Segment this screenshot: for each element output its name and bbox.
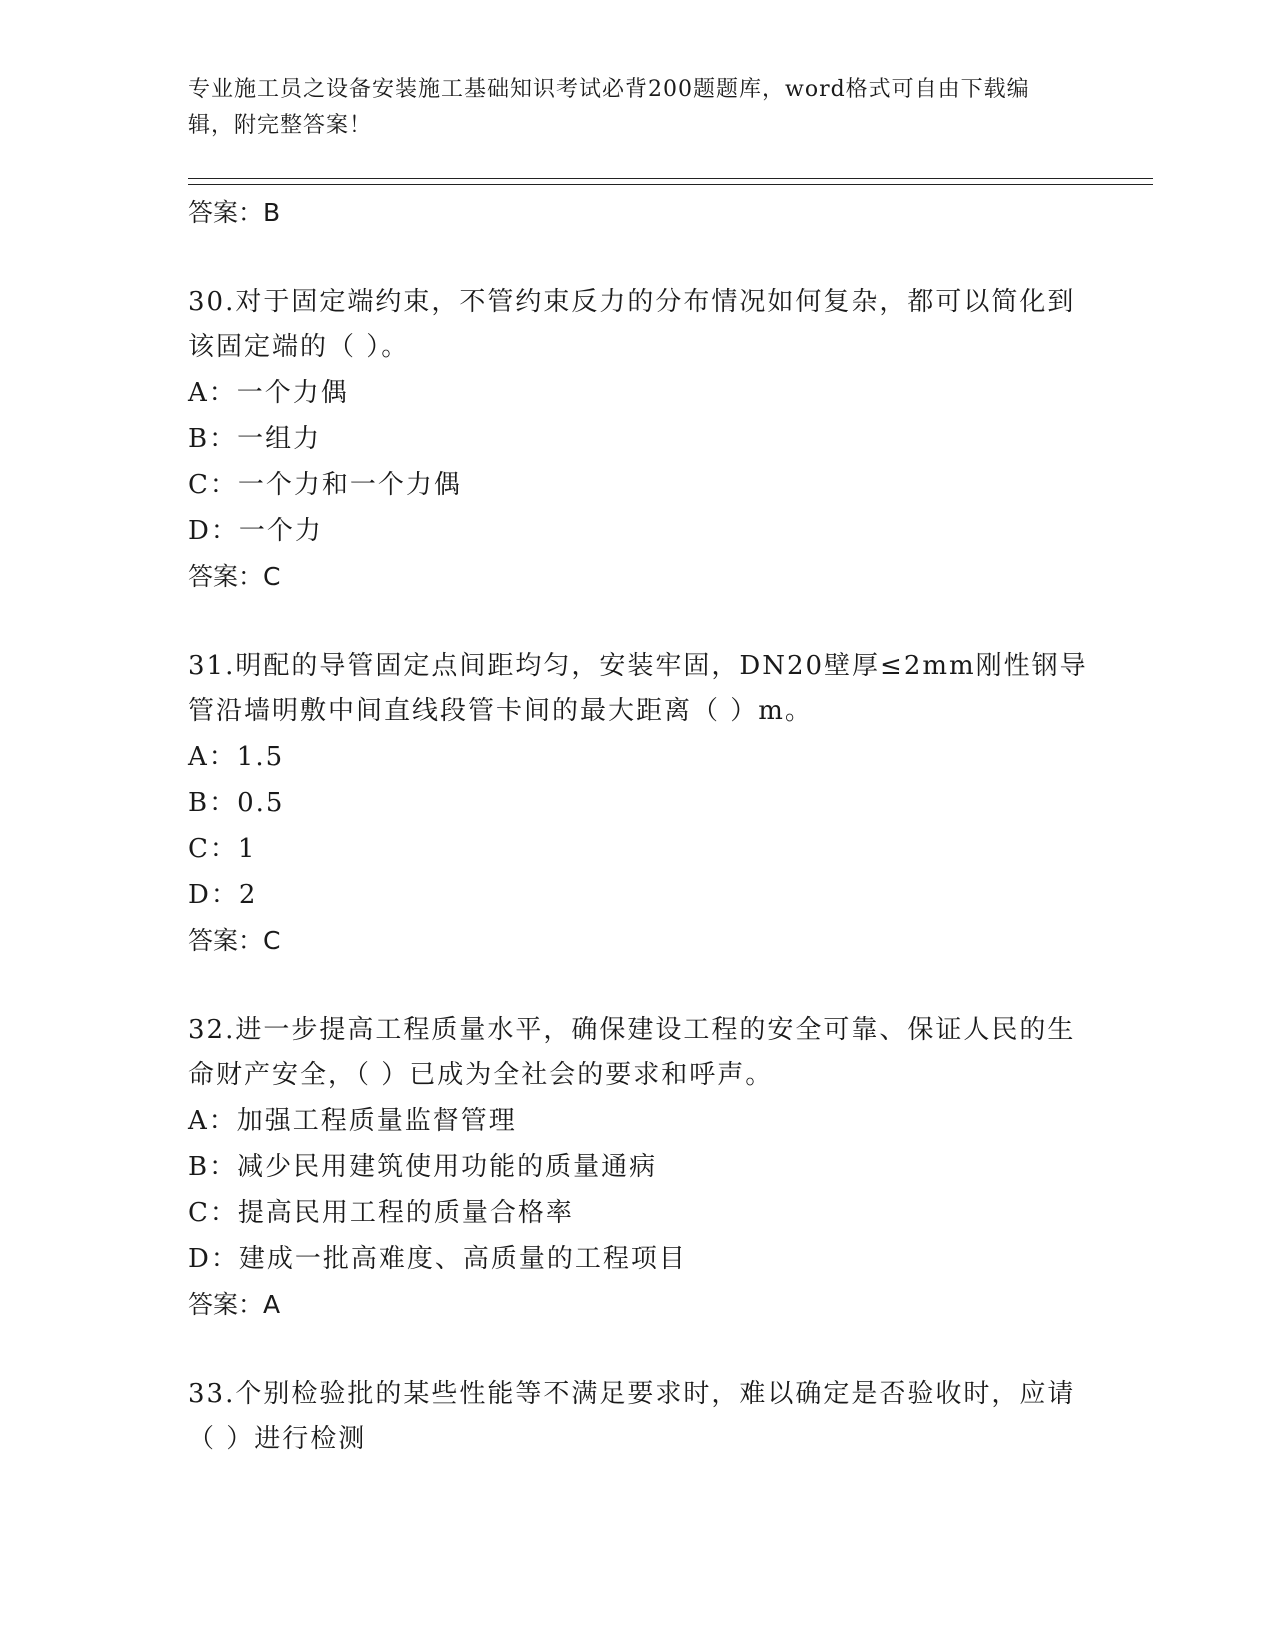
option-a: A：1.5 (188, 742, 285, 772)
option-d: D：建成一批高难度、高质量的工程项目 (188, 1244, 687, 1274)
question-item (188, 1372, 1088, 1462)
option-d: D：2 (188, 880, 258, 910)
answer-line: 答案：C (188, 926, 281, 955)
option-b: B：减少民用建筑使用功能的质量通病 (188, 1152, 658, 1182)
question-text: 31.明配的导管固定点间距均匀，安装牢固，DN20壁厚≤2mm刚性钢导管沿墙明敷中间直线段管卡间的最大距离（ ）m。 (188, 651, 1088, 726)
header-divider-top (188, 178, 1153, 179)
question-item (188, 644, 1088, 964)
option-b: B：一组力 (188, 424, 322, 454)
question-item (188, 280, 1088, 600)
question-list (188, 190, 1088, 1462)
question-text: 32.进一步提高工程质量水平，确保建设工程的安全可靠、保证人民的生命财产安全，（ ）已成为全社会的要求和呼声。 (188, 1015, 1076, 1090)
option-c: C：1 (188, 834, 257, 864)
option-a: A：加强工程质量监督管理 (188, 1106, 517, 1136)
option-d: D：一个力 (188, 516, 323, 546)
answer-line: 答案：C (188, 562, 281, 591)
header-divider-bottom (188, 184, 1153, 185)
question-text: 33.个别检验批的某些性能等不满足要求时，难以确定是否验收时，应请（ ）进行检测 (188, 1379, 1076, 1454)
option-a: A：一个力偶 (188, 378, 349, 408)
question-text: 30.对于固定端约束，不管约束反力的分布情况如何复杂，都可以简化到该固定端的（ ）。 (188, 287, 1076, 362)
document-header: 专业施工员之设备安装施工基础知识考试必背200题题库，word格式可自由下载编辑，附完整答案！ (188, 77, 1030, 138)
answer-line: 答案：A (188, 1290, 281, 1319)
option-c: C：一个力和一个力偶 (188, 470, 462, 500)
option-b: B：0.5 (188, 788, 285, 818)
question-item (188, 1008, 1088, 1328)
option-c: C：提高民用工程的质量合格率 (188, 1198, 574, 1228)
answer-line: 答案：B (188, 198, 281, 227)
